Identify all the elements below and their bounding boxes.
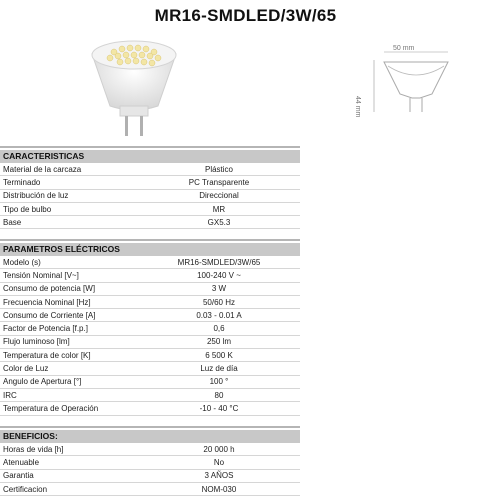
- row-label: Factor de Potencia [f.p.]: [3, 324, 88, 334]
- row-value: 50/60 Hz: [202, 297, 236, 307]
- table-row: [0, 190, 300, 203]
- table-row: [0, 176, 300, 189]
- table-row: [0, 443, 300, 456]
- dimension-drawing: [362, 44, 462, 120]
- row-value: -10 - 40 °C: [199, 403, 239, 413]
- row-value: 100 °: [209, 377, 229, 387]
- row-label: Temperatura de color [K]: [3, 350, 91, 360]
- row-label: Terminado: [3, 177, 41, 187]
- table-row: [0, 349, 300, 362]
- row-value: PC Transparente: [188, 177, 250, 187]
- row-label: Distribución de luz: [3, 191, 69, 201]
- table-row: [0, 163, 300, 176]
- row-value: MR: [212, 204, 226, 214]
- row-value: MR16-SMDLED/3W/65: [177, 257, 261, 267]
- section-beneficios: [0, 430, 300, 496]
- section-heading: CARACTERISTICAS: [0, 150, 300, 163]
- row-value: Direccional: [199, 191, 239, 201]
- row-label: Consumo de Corriente [A]: [3, 310, 96, 320]
- table-row: [0, 216, 300, 229]
- row-label: Atenuable: [3, 457, 40, 467]
- table-row: [0, 376, 300, 389]
- section-parametros-electricos: [0, 243, 300, 416]
- row-value: GX5.3: [207, 217, 231, 227]
- table-row: [0, 296, 300, 309]
- row-value: 3 W: [211, 284, 227, 294]
- table-row: [0, 389, 300, 402]
- table-row: [0, 283, 300, 296]
- row-label: Garantia: [3, 471, 34, 481]
- table-row: [0, 456, 300, 469]
- row-value: NOM-030: [201, 484, 237, 494]
- table-row: [0, 256, 300, 269]
- table-row: [0, 309, 300, 322]
- row-label: Material de la carcaza: [3, 164, 82, 174]
- table-row: [0, 269, 300, 282]
- row-label: Base: [3, 217, 22, 227]
- table-row: [0, 470, 300, 483]
- row-label: Certificacion: [3, 484, 48, 494]
- divider: [0, 426, 300, 428]
- row-label: Tensión Nominal [V~]: [3, 270, 79, 280]
- row-label: Modelo (s): [3, 257, 41, 267]
- row-value: 250 lm: [206, 337, 231, 347]
- bulb-photo: [84, 36, 184, 138]
- section-heading: PARAMETROS ELÉCTRICOS: [0, 243, 300, 256]
- table-row: [0, 362, 300, 375]
- row-value: 3 AÑOS: [204, 471, 234, 481]
- divider: [0, 146, 300, 148]
- divider: [0, 239, 300, 241]
- row-value: 20 000 h: [203, 444, 235, 454]
- row-value: 80: [214, 390, 224, 400]
- row-label: Angulo de Apertura [°]: [3, 377, 82, 387]
- height-dimension-label: 44 mm: [354, 96, 361, 118]
- table-row: [0, 203, 300, 216]
- row-value: 100-240 V ~: [197, 270, 241, 280]
- section-caracteristicas: [0, 150, 300, 229]
- table-row: [0, 402, 300, 415]
- row-value: 0,6: [213, 324, 225, 334]
- row-label: Horas de vida [h]: [3, 444, 64, 454]
- row-label: IRC: [3, 390, 17, 400]
- row-label: Tipo de bulbo: [3, 204, 52, 214]
- table-row: [0, 336, 300, 349]
- row-label: Frecuencia Nominal [Hz]: [3, 297, 91, 307]
- row-label: Consumo de potencia [W]: [3, 284, 96, 294]
- row-value: 6 500 K: [205, 350, 233, 360]
- table-row: [0, 322, 300, 335]
- row-label: Color de Luz: [3, 364, 49, 374]
- row-value: Luz de día: [200, 364, 238, 374]
- row-label: Flujo luminoso [lm]: [3, 337, 70, 347]
- row-value: Plástico: [204, 164, 233, 174]
- product-title: MR16-SMDLED/3W/65: [154, 6, 337, 25]
- row-value: No: [213, 457, 225, 467]
- table-row: [0, 483, 300, 496]
- row-value: 0.03 - 0.01 A: [196, 310, 242, 320]
- section-heading: BENEFICIOS:: [0, 430, 300, 443]
- row-label: Temperatura de Operación: [3, 403, 99, 413]
- width-dimension-label: 50 mm: [393, 45, 415, 52]
